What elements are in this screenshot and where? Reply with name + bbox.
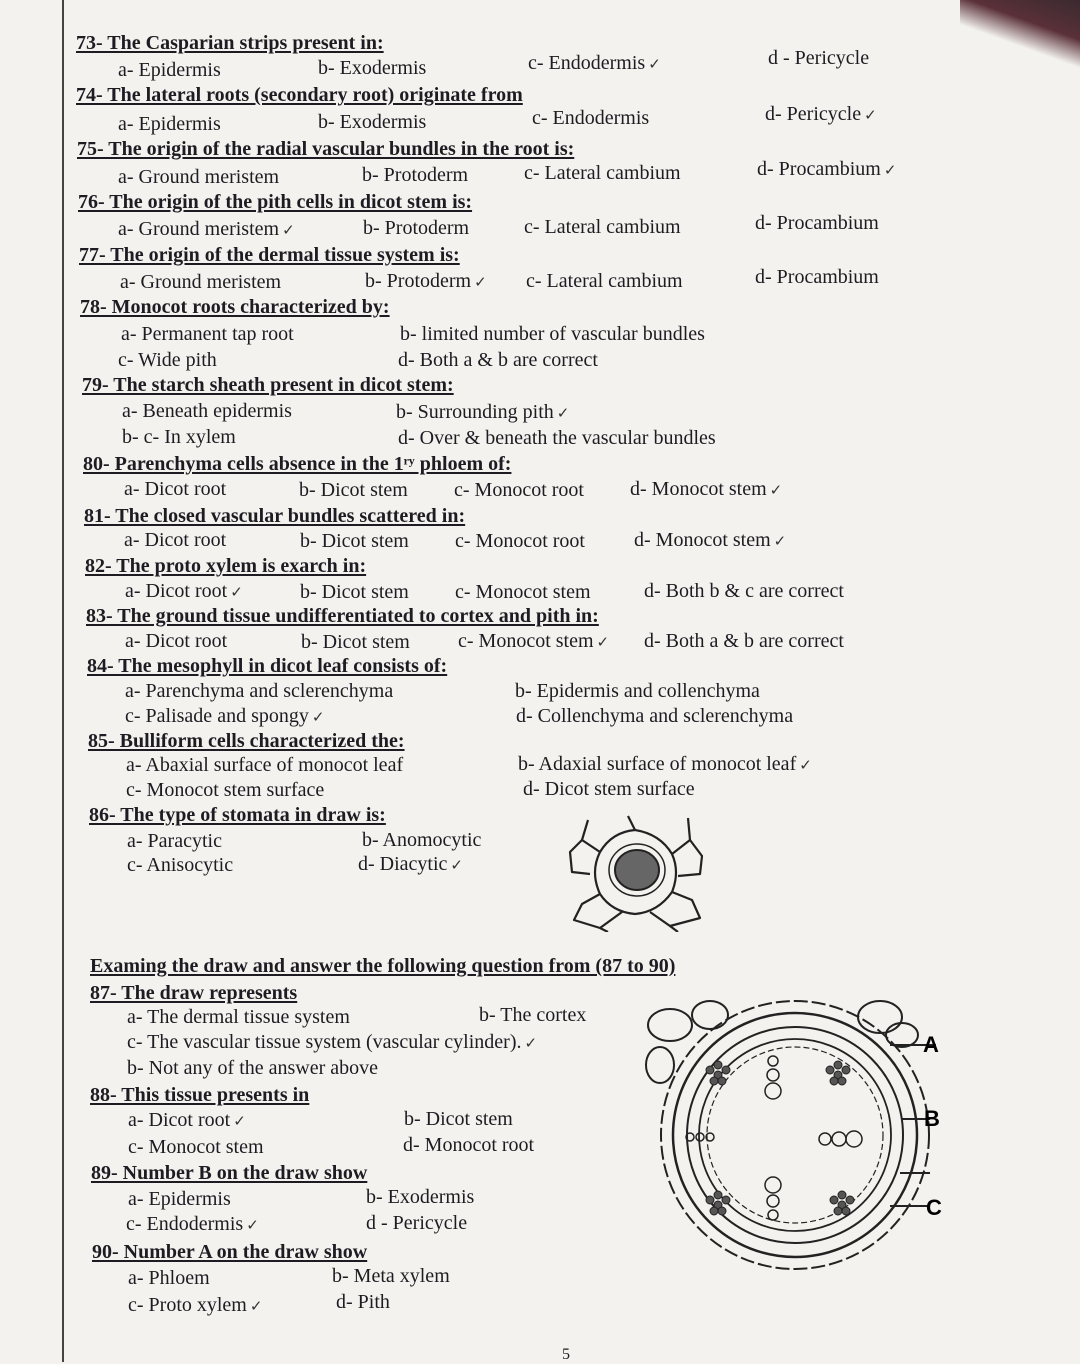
q78-option-a[interactable]: a- Permanent tap root [121,323,294,345]
q73-option-c[interactable]: c- Endodermis ✓ [528,52,661,74]
question-82: 82- The proto xylem is exarch in: [85,555,367,577]
q88-option-d[interactable]: d- Monocot root [403,1134,535,1156]
q74-option-a[interactable]: a- Epidermis [118,113,221,135]
q75-option-b[interactable]: b- Protoderm [362,164,469,186]
question-90: 90- Number A on the draw show [92,1241,368,1263]
q77-option-d[interactable]: d- Procambium [755,266,879,288]
q89-option-b[interactable]: b- Exodermis [366,1186,475,1208]
q87-option-c[interactable]: c- The vascular tissue system (vascular cylinder). ✓ [127,1031,538,1053]
q80-option-b[interactable]: b- Dicot stem [299,479,408,501]
question-88: 88- This tissue presents in [90,1084,310,1106]
q75-option-c[interactable]: c- Lateral cambium [524,162,681,184]
question-80: 80- Parenchyma cells absence in the 1ʳʸ phloem of: [83,453,512,475]
q73-option-a[interactable]: a- Epidermis [118,59,221,81]
q90-option-b[interactable]: b- Meta xylem [332,1265,450,1287]
q86-option-d[interactable]: d- Diacytic ✓ [358,853,463,875]
q83-option-b[interactable]: b- Dicot stem [301,631,410,653]
label-C: C [926,1195,942,1220]
q77-option-b[interactable]: b- Protoderm ✓ [365,270,487,292]
label-A: A [923,1032,939,1057]
q88-option-c[interactable]: c- Monocot stem [128,1136,264,1158]
q79-option-a[interactable]: a- Beneath epidermis [122,400,292,422]
q74-option-b[interactable]: b- Exodermis [318,111,427,133]
question-79: 79- The starch sheath present in dicot stem: [82,374,454,396]
q87-option-d[interactable]: b- Not any of the answer above [127,1057,379,1079]
q82-option-b[interactable]: b- Dicot stem [300,581,409,603]
q84-option-b[interactable]: b- Epidermis and collenchyma [515,680,760,702]
q81-option-a[interactable]: a- Dicot root [124,529,227,551]
question-74: 74- The lateral roots (secondary root) originate from [76,84,523,106]
q76-option-c[interactable]: c- Lateral cambium [524,216,681,238]
q79-option-b[interactable]: b- Surrounding pith ✓ [396,401,570,423]
q74-option-d[interactable]: d- Pericycle ✓ [765,103,877,125]
question-78: 78- Monocot roots characterized by: [80,296,390,318]
q86-option-b[interactable]: b- Anomocytic [362,829,482,851]
q87-option-b[interactable]: b- The cortex [479,1004,587,1026]
q77-option-a[interactable]: a- Ground meristem [120,271,282,293]
q89-option-c[interactable]: c- Endodermis ✓ [126,1213,259,1235]
q82-option-a[interactable]: a- Dicot root ✓ [125,580,243,602]
q84-option-a[interactable]: a- Parenchyma and sclerenchyma [125,680,394,702]
q82-option-d[interactable]: d- Both b & c are correct [644,580,844,602]
background-corner [960,0,1080,70]
q78-option-d[interactable]: d- Both a & b are correct [398,349,598,371]
root-cross-section-diagram [640,995,960,1275]
section-heading: Examing the draw and answer the following question from (87 to 90) [90,955,676,977]
question-81: 81- The closed vascular bundles scattered in: [84,505,466,527]
q90-option-a[interactable]: a- Phloem [128,1267,210,1289]
q84-option-c[interactable]: c- Palisade and spongy ✓ [125,705,325,727]
q81-option-b[interactable]: b- Dicot stem [300,530,409,552]
question-75: 75- The origin of the radial vascular bundles in the root is: [77,138,575,160]
q90-option-d[interactable]: d- Pith [336,1291,390,1313]
q85-option-a[interactable]: a- Abaxial surface of monocot leaf [126,754,404,776]
q78-option-c[interactable]: c- Wide pith [118,349,217,371]
q81-option-d[interactable]: d- Monocot stem ✓ [634,529,787,551]
q73-option-b[interactable]: b- Exodermis [318,57,427,79]
q73-option-d[interactable]: d - Pericycle [768,47,870,69]
question-76: 76- The origin of the pith cells in dicot stem is: [78,191,473,213]
q89-option-a[interactable]: a- Epidermis [128,1188,231,1210]
q85-option-c[interactable]: c- Monocot stem surface [126,779,325,801]
q90-option-c[interactable]: c- Proto xylem ✓ [128,1294,263,1316]
label-B: B [924,1106,940,1131]
q88-option-a[interactable]: a- Dicot root ✓ [128,1109,246,1131]
q86-option-c[interactable]: c- Anisocytic [127,854,234,876]
question-85: 85- Bulliform cells characterized the: [88,730,405,752]
margin-line [62,0,64,1362]
q78-option-b[interactable]: b- limited number of vascular bundles [400,323,705,345]
q79-option-c[interactable]: b- c- In xylem [122,426,236,448]
question-84: 84- The mesophyll in dicot leaf consists of: [87,655,448,677]
question-87: 87- The draw represents [90,982,298,1004]
q85-option-b[interactable]: b- Adaxial surface of monocot leaf ✓ [518,753,812,775]
q75-option-d[interactable]: d- Procambium ✓ [757,158,897,180]
q80-option-d[interactable]: d- Monocot stem ✓ [630,478,783,500]
q83-option-d[interactable]: d- Both a & b are correct [644,630,844,652]
q77-option-c[interactable]: c- Lateral cambium [526,270,683,292]
q85-option-d[interactable]: d- Dicot stem surface [523,778,695,800]
q88-option-b[interactable]: b- Dicot stem [404,1108,513,1130]
q83-option-a[interactable]: a- Dicot root [125,630,228,652]
q76-option-a[interactable]: a- Ground meristem ✓ [118,218,295,240]
q87-option-a[interactable]: a- The dermal tissue system [127,1006,350,1028]
q80-option-c[interactable]: c- Monocot root [454,479,584,501]
q75-option-a[interactable]: a- Ground meristem [118,166,280,188]
q83-option-c[interactable]: c- Monocot stem ✓ [458,630,610,652]
q80-option-a[interactable]: a- Dicot root [124,478,227,500]
q76-option-b[interactable]: b- Protoderm [363,217,470,239]
q79-option-d[interactable]: d- Over & beneath the vascular bundles [398,427,716,449]
question-77: 77- The origin of the dermal tissue system is: [79,244,460,266]
q84-option-d[interactable]: d- Collenchyma and sclerenchyma [516,705,794,727]
q86-option-a[interactable]: a- Paracytic [127,830,222,852]
question-89: 89- Number B on the draw show [91,1162,368,1184]
question-83: 83- The ground tissue undifferentiated to cortex and pith in: [86,605,599,627]
question-86: 86- The type of stomata in draw is: [89,804,386,826]
q74-option-c[interactable]: c- Endodermis [532,107,650,129]
q89-option-d[interactable]: d - Pericycle [366,1212,468,1234]
question-73: 73- The Casparian strips present in: [76,32,384,54]
q82-option-c[interactable]: c- Monocot stem [455,581,591,603]
q76-option-d[interactable]: d- Procambium [755,212,879,234]
q81-option-c[interactable]: c- Monocot root [455,530,585,552]
page-number: 5 [562,1346,570,1363]
stomata-diagram [560,812,710,932]
